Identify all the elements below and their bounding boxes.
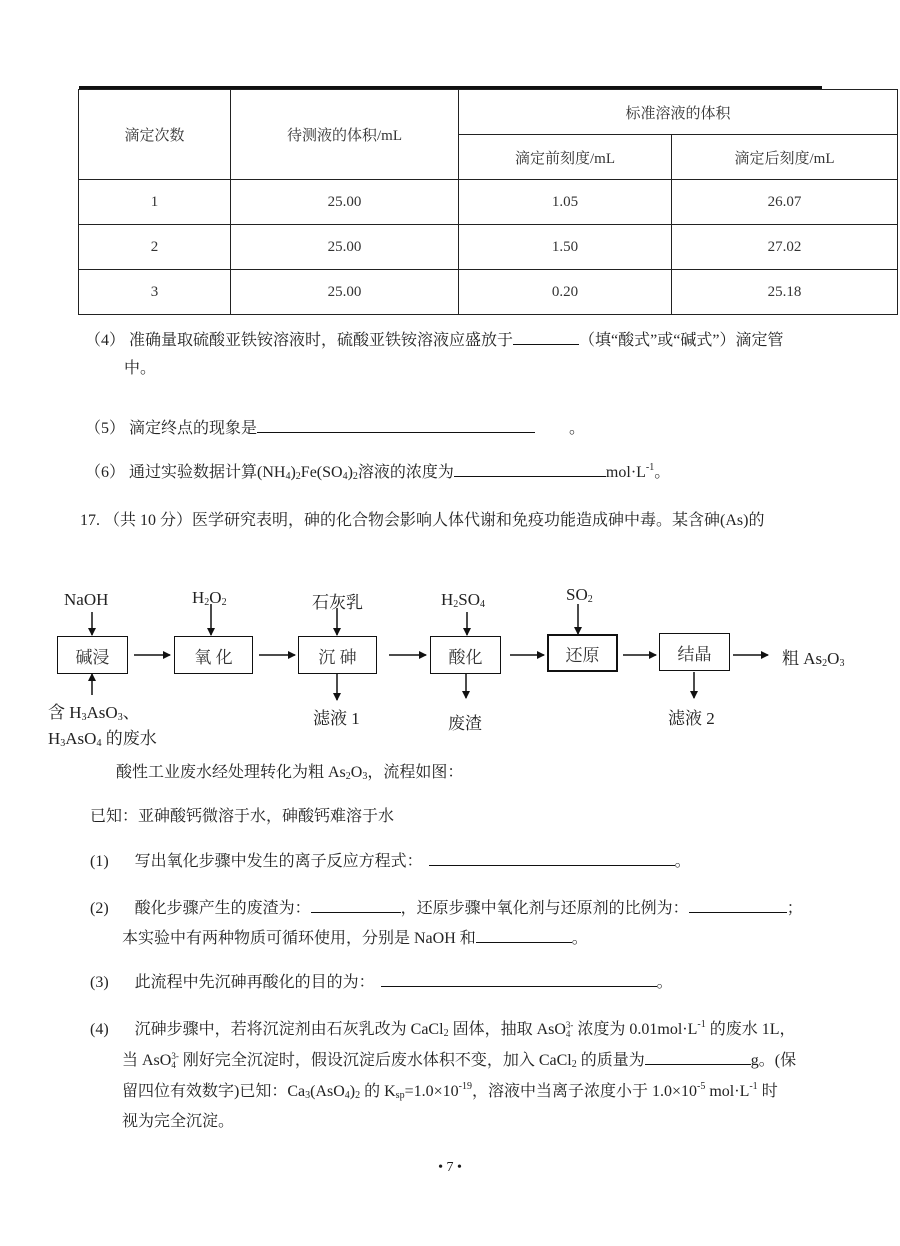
subscript: 4 xyxy=(342,471,348,482)
question-text: O xyxy=(350,764,363,781)
question-text: 固体，抽取 AsO xyxy=(448,1021,566,1038)
formula-part: O xyxy=(209,588,222,607)
subscript: 3 xyxy=(117,712,123,723)
subscript: 2 xyxy=(352,471,358,482)
table-row xyxy=(79,225,898,270)
question-17-3 xyxy=(90,969,673,992)
question-17-4-line4: 视为完全沉淀。 xyxy=(122,1113,235,1130)
cell-volume: 25.00 xyxy=(231,180,459,225)
formula-part: 的废水 xyxy=(101,729,157,748)
subscript: 3 xyxy=(60,738,66,749)
input-h2so4 xyxy=(441,590,485,610)
formula-part: H xyxy=(441,590,454,609)
step-crystallization: 结晶 xyxy=(659,633,730,671)
output-filtrate-2: 滤液 2 xyxy=(668,709,715,728)
formula-part: O xyxy=(827,649,840,668)
formula-part: H xyxy=(192,588,205,607)
question-17-4-line2 xyxy=(122,1047,796,1070)
subscript: 2 xyxy=(587,594,593,605)
subscript: 2 xyxy=(221,597,227,608)
subscript: 3 xyxy=(362,771,368,782)
question-text: 通过实验数据计算(NH xyxy=(129,464,286,481)
page-number: • 7 • xyxy=(438,1160,462,1175)
step-oxidation: 氧 化 xyxy=(174,636,253,674)
question-17-1 xyxy=(90,848,691,871)
subscript: 3 xyxy=(305,1090,311,1101)
question-text: 刚好完全沉淀时，假设沉淀后废水体积不变，加入 CaCl xyxy=(178,1052,572,1069)
question-text: （填“酸式”或“碱式”）滴定管 xyxy=(579,332,784,349)
subscript: 2 xyxy=(571,1059,577,1070)
question-number: (3) xyxy=(90,974,109,991)
question-number: （4） xyxy=(85,332,126,349)
subscript: 2 xyxy=(822,658,828,669)
titration-table xyxy=(78,89,898,315)
subscript: 4 xyxy=(171,1060,176,1071)
formula-part: 粗 As xyxy=(782,649,823,668)
question-text: 的废水 1L， xyxy=(705,1021,796,1038)
question-text: (AsO xyxy=(310,1083,345,1100)
question-text: 时 xyxy=(757,1083,778,1100)
subscript: 4 xyxy=(344,1090,350,1101)
cell-before: 0.20 xyxy=(459,270,672,315)
answer-blank[interactable] xyxy=(257,432,535,433)
question-number: (1) xyxy=(90,853,109,870)
question-text: 酸性工业废水经处理转化为粗 As xyxy=(116,764,346,781)
question-text: （共 10 分）医学研究表明，砷的化合物会影响人体代谢和免疫功能造成砷中毒。某含砷(As)的 xyxy=(104,512,765,529)
input-so2 xyxy=(566,585,593,605)
answer-blank[interactable] xyxy=(476,942,572,943)
subscript: 3 xyxy=(839,658,845,669)
question-text: =1.0×10 xyxy=(404,1083,459,1100)
subscript: 3 xyxy=(81,712,87,723)
question-16-5 xyxy=(85,415,585,438)
question-text: 准确量取硫酸亚铁铵溶液时，硫酸亚铁铵溶液应盛放于 xyxy=(129,332,514,349)
cell-volume: 25.00 xyxy=(231,225,459,270)
answer-blank[interactable] xyxy=(311,912,401,913)
feed-wastewater-line1 xyxy=(48,698,140,723)
cell-volume: 25.00 xyxy=(231,270,459,315)
punctuation: 。 xyxy=(656,974,673,991)
answer-blank[interactable] xyxy=(454,476,606,477)
subscript: 4 xyxy=(96,738,102,749)
header-trial-count: 滴定次数 xyxy=(79,90,231,180)
question-17-2 xyxy=(90,895,803,918)
question-number: （6） xyxy=(85,464,126,481)
question-text: 当 AsO xyxy=(122,1052,172,1069)
question-text: 的 K xyxy=(360,1083,396,1100)
subscript: sp xyxy=(395,1090,405,1101)
cell-before: 1.05 xyxy=(459,180,672,225)
subscript: 4 xyxy=(565,1029,571,1040)
question-16-6 xyxy=(85,459,670,482)
formula-part: AsO xyxy=(86,703,118,722)
punctuation: 。 xyxy=(571,930,588,947)
cell-before: 1.50 xyxy=(459,225,672,270)
cell-after: 25.18 xyxy=(672,270,898,315)
question-number: (4) xyxy=(90,1021,109,1038)
subscript: 2 xyxy=(295,471,301,482)
formula-part: H xyxy=(48,729,61,748)
question-text: 沉砷步骤中，若将沉淀剂由石灰乳改为 CaCl xyxy=(134,1021,444,1038)
question-16-4 xyxy=(85,327,783,350)
question-text: mol·L xyxy=(705,1083,750,1100)
question-17-4-line3 xyxy=(122,1078,778,1101)
input-h2o2 xyxy=(192,588,227,608)
superscript: 3- xyxy=(565,1020,574,1031)
header-sample-volume: 待测液的体积/mL xyxy=(231,90,459,180)
output-waste-residue: 废渣 xyxy=(448,714,482,733)
table-row xyxy=(79,180,898,225)
header-after-reading: 滴定后刻度/mL xyxy=(672,135,898,180)
subscript: 2 xyxy=(204,597,210,608)
question-text: 滴定终点的现象是 xyxy=(129,420,258,437)
question-text: 中。 xyxy=(124,360,157,377)
question-17-2-cont xyxy=(122,925,588,948)
question-text: ) xyxy=(290,464,296,481)
answer-blank[interactable] xyxy=(381,986,657,987)
question-number: (2) xyxy=(90,900,109,917)
cell-trial: 2 xyxy=(79,225,231,270)
answer-blank[interactable] xyxy=(645,1064,751,1065)
step-acidification: 酸化 xyxy=(430,636,501,674)
punctuation: 。 xyxy=(674,853,691,870)
formula-part: SO xyxy=(458,590,481,609)
cell-trial: 3 xyxy=(79,270,231,315)
formula-part: AsO xyxy=(65,729,97,748)
superscript: -1 xyxy=(697,1019,706,1030)
punctuation: ； xyxy=(786,900,803,917)
feed-wastewater-line2 xyxy=(48,724,157,749)
question-text: 酸化步骤产生的废渣为： xyxy=(134,900,311,917)
subscript: 2 xyxy=(345,771,351,782)
question-text: 写出氧化步骤中发生的离子反应方程式： xyxy=(134,853,423,870)
subscript: 2 xyxy=(443,1028,449,1039)
subscript: 4 xyxy=(480,599,486,610)
question-17-4 xyxy=(90,1016,796,1039)
formula-part: 、 xyxy=(122,703,140,722)
input-naoh: NaOH xyxy=(64,590,109,609)
subscript: 2 xyxy=(453,599,459,610)
formula-part: SO xyxy=(566,585,588,604)
header-before-reading: 滴定前刻度/mL xyxy=(459,135,672,180)
step-arsenic-precipitation: 沉 砷 xyxy=(298,636,377,674)
product-crude-as2o3 xyxy=(782,644,844,669)
output-filtrate-1: 滤液 1 xyxy=(313,709,360,728)
question-text: Fe(SO xyxy=(300,464,343,481)
question-17-intro xyxy=(80,507,764,530)
input-lime-milk: 石灰乳 xyxy=(312,593,363,612)
question-text: 留四位有效数字)已知：Ca xyxy=(122,1083,306,1100)
cell-after: 26.07 xyxy=(672,180,898,225)
question-text: ，流程如图： xyxy=(367,764,464,781)
step-reduction: 还原 xyxy=(547,634,618,672)
ion-charge xyxy=(171,1052,179,1070)
superscript: -19 xyxy=(458,1081,472,1092)
superscript: -1 xyxy=(645,462,655,473)
question-number: 17. xyxy=(80,512,100,529)
answer-blank[interactable] xyxy=(689,912,787,913)
question-text: ) xyxy=(349,1083,356,1100)
cell-after: 27.02 xyxy=(672,225,898,270)
punctuation: 。 xyxy=(654,464,671,481)
process-flowchart xyxy=(0,580,900,750)
question-text: ) xyxy=(347,464,353,481)
question-text: 的质量为 xyxy=(576,1052,645,1069)
question-text: ，溶液中当离子浓度小于 1.0×10 xyxy=(471,1083,697,1100)
table-row xyxy=(79,270,898,315)
subscript: 4 xyxy=(285,471,291,482)
unit: mol·L xyxy=(605,464,646,481)
question-number: （5） xyxy=(85,420,126,437)
superscript: 3- xyxy=(171,1051,179,1062)
known-condition: 已知：亚砷酸钙微溶于水，砷酸钙难溶于水 xyxy=(90,808,395,825)
question-text: 此流程中先沉砷再酸化的目的为： xyxy=(134,974,375,991)
step-alkali-leach: 碱浸 xyxy=(57,636,128,674)
superscript: -1 xyxy=(749,1081,758,1092)
question-text: 本实验中有两种物质可循环使用，分别是 NaOH 和 xyxy=(122,930,476,947)
answer-blank[interactable] xyxy=(429,865,675,866)
question-17-intro-cont xyxy=(116,759,463,782)
question-text: 浓度为 0.01mol·L xyxy=(573,1021,698,1038)
cell-trial: 1 xyxy=(79,180,231,225)
header-standard-volume: 标准溶液的体积 xyxy=(459,90,898,135)
superscript: -5 xyxy=(697,1081,706,1092)
formula-part: 含 H xyxy=(48,703,82,722)
question-text: g。(保 xyxy=(750,1052,797,1069)
subscript: 2 xyxy=(355,1090,361,1101)
answer-blank[interactable] xyxy=(513,344,579,345)
question-text: 溶液的浓度为 xyxy=(357,464,454,481)
question-text: ，还原步骤中氧化剂与还原剂的比例为： xyxy=(400,900,689,917)
punctuation: 。 xyxy=(569,420,586,437)
